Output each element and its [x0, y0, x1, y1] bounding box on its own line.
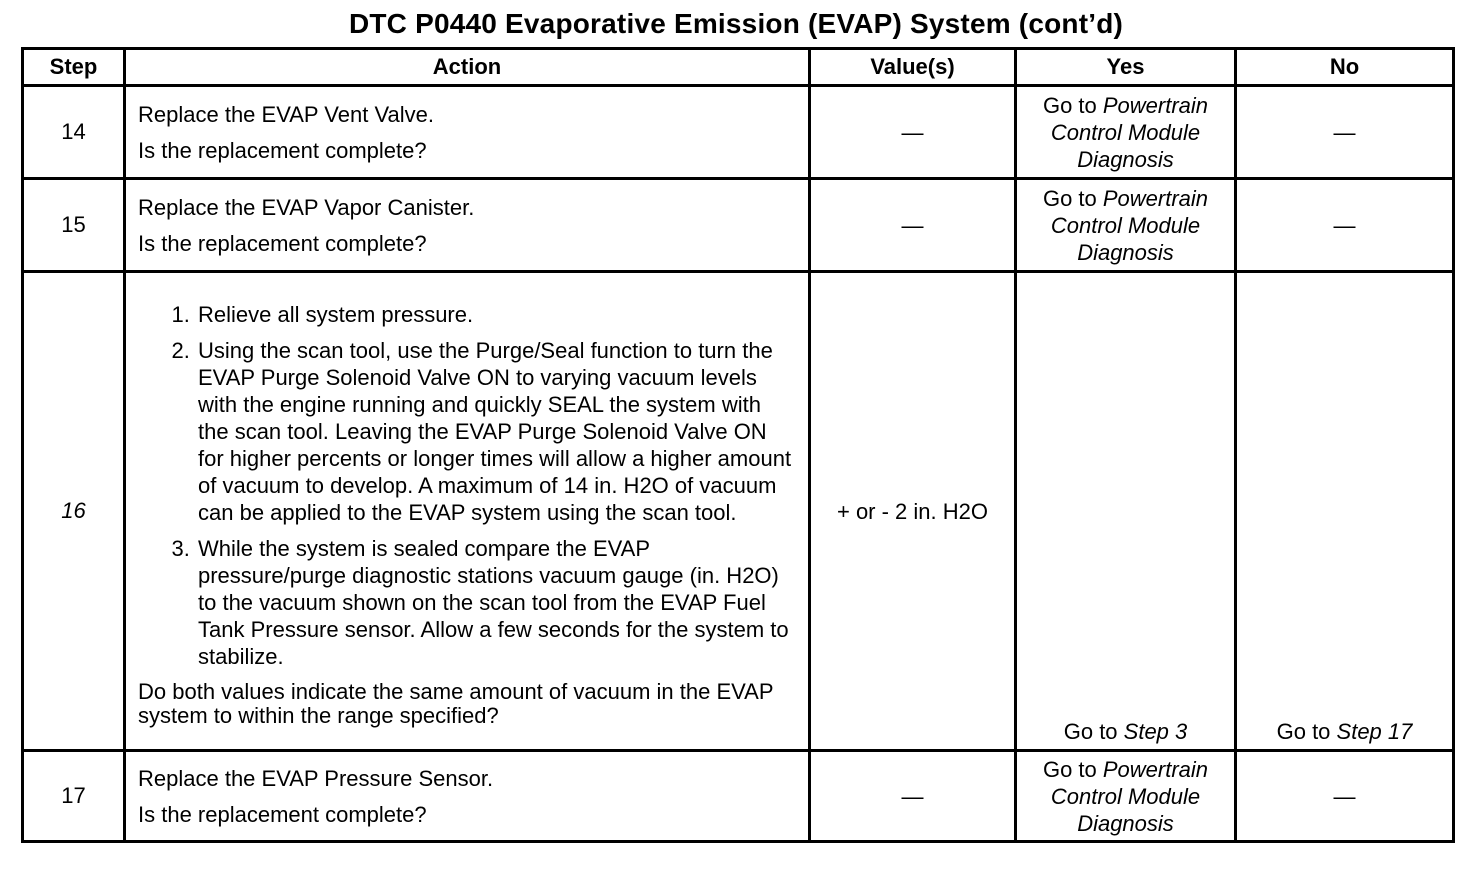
no-prefix: Go to [1276, 719, 1337, 744]
action-question: Do both values indicate the same amount of vacuum in the EVAP system to within the range specified? [138, 678, 774, 728]
action-question: Is the replacement complete? [138, 230, 427, 256]
yes-link[interactable]: Powertrain Control Module Diagnosis [1050, 756, 1209, 836]
step-number: 17 [23, 751, 125, 842]
table-row [23, 751, 1454, 842]
value-cell: — [810, 86, 1016, 179]
action-step-item: 2. Using the scan tool, use the Purge/Seal function to turn the EVAP Purge Solenoid Valve ON to varying vacuum levels with the engine running and quickly SEAL the system with the scan tool. Leaving the EVAP Purge Solenoid Valve ON for higher percents or longer times will allow a higher amount of vacuum to develop. A maximum of 14 in. H2O of vacuum can be applied to the EVAP system using the scan tool. [196, 337, 796, 526]
header-row [23, 49, 1454, 86]
value-cell: + or - 2 in. H2O [810, 272, 1016, 751]
yes-link[interactable]: Powertrain Control Module Diagnosis [1050, 92, 1209, 172]
no-cell: — [1236, 751, 1454, 842]
yes-cell [1016, 179, 1236, 272]
no-cell: — [1236, 179, 1454, 272]
action-cell [125, 751, 810, 842]
yes-cell [1016, 751, 1236, 842]
header-yes: Yes [1016, 49, 1236, 86]
action-step-item: 3. While the system is sealed compare the EVAP pressure/purge diagnostic stations vacuum gauge (in. H2O) to the vacuum shown on the scan tool from the EVAP Fuel Tank Pressure sensor. Allow a few seconds for the system to stabilize. [196, 535, 796, 670]
action-instruction: Replace the EVAP Vapor Canister. [138, 194, 475, 220]
action-steps-list [138, 301, 796, 670]
action-question: Is the replacement complete? [138, 801, 427, 827]
yes-cell [1016, 86, 1236, 179]
yes-link[interactable]: Step 3 [1123, 719, 1188, 744]
yes-prefix: Go to [1042, 92, 1103, 118]
yes-prefix: Go to [1042, 185, 1103, 211]
step-number: 14 [23, 86, 125, 179]
action-cell [125, 86, 810, 179]
header-no: No [1236, 49, 1454, 86]
header-values: Value(s) [810, 49, 1016, 86]
header-step: Step [23, 49, 125, 86]
value-cell: — [810, 751, 1016, 842]
action-cell [125, 179, 810, 272]
value-cell: — [810, 179, 1016, 272]
diagnostic-table [21, 47, 1455, 843]
action-instruction: Replace the EVAP Vent Valve. [138, 101, 434, 127]
no-link[interactable]: Step 17 [1336, 719, 1413, 744]
no-cell: — [1236, 86, 1454, 179]
yes-link[interactable]: Powertrain Control Module Diagnosis [1050, 185, 1209, 265]
action-question: Is the replacement complete? [138, 137, 427, 163]
yes-prefix: Go to [1042, 756, 1103, 782]
no-cell [1236, 272, 1454, 751]
action-instruction: Replace the EVAP Pressure Sensor. [138, 765, 494, 791]
action-cell [125, 272, 810, 751]
yes-prefix: Go to [1063, 719, 1124, 744]
document-title: DTC P0440 Evaporative Emission (EVAP) System (cont’d) [348, 8, 1124, 39]
table-row [23, 272, 1454, 751]
step-number: 16 [23, 272, 125, 751]
step-number: 15 [23, 179, 125, 272]
header-action: Action [125, 49, 810, 86]
action-step-item: 1. Relieve all system pressure. [196, 301, 796, 328]
yes-cell [1016, 272, 1236, 751]
table-row [23, 179, 1454, 272]
table-row [23, 86, 1454, 179]
